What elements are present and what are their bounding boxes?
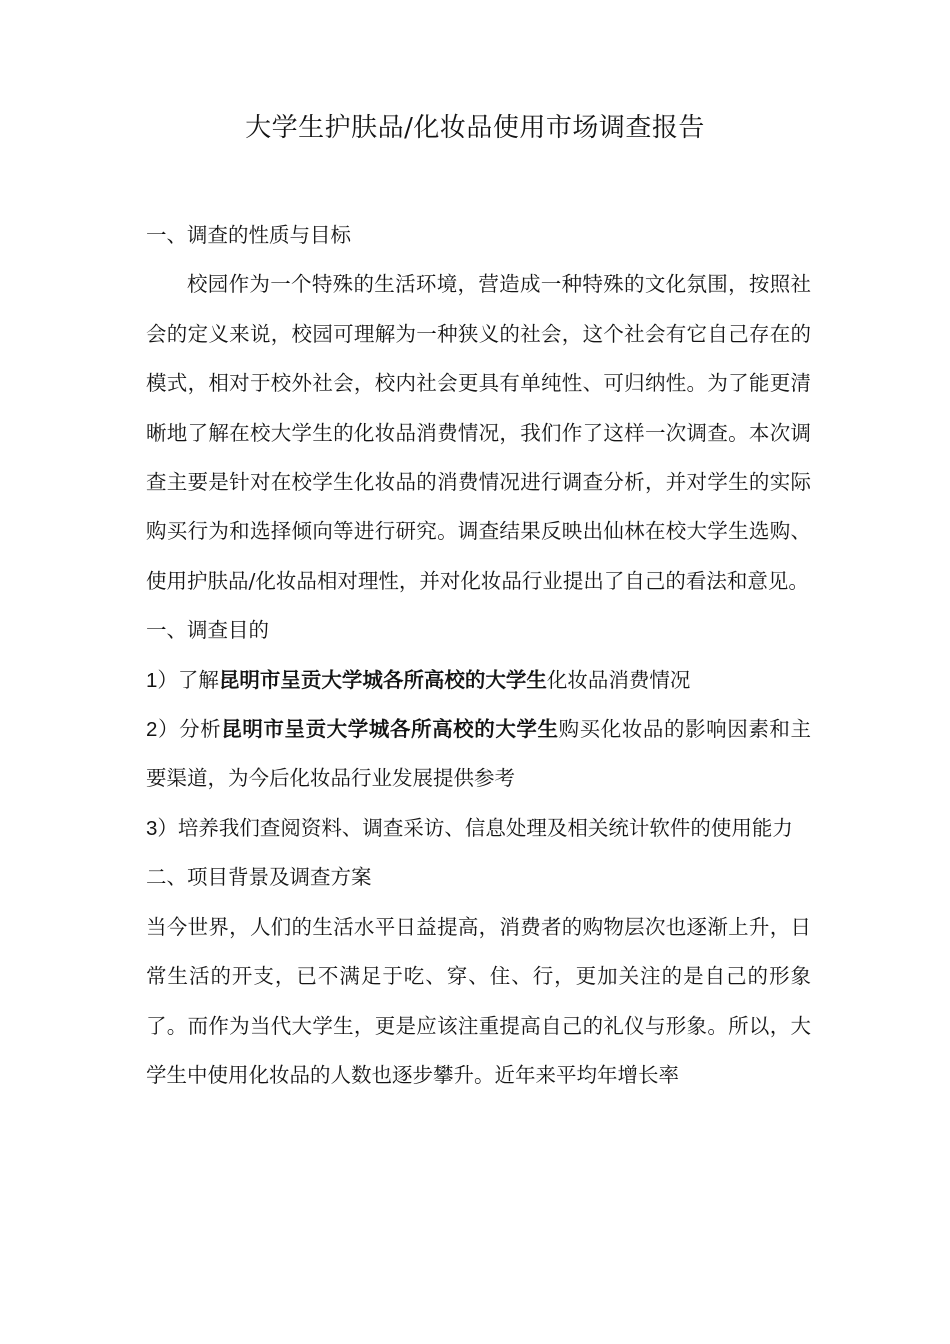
purpose-number: 2） (146, 718, 180, 742)
paragraph-background: 当今世界，人们的生活水平日益提高，消费者的购物层次也逐渐上升，日常生活的开支，已不满足于吃、穿、住、行，更加关注的是自己的形象了。而作为当代大学生，更是应该注重提高自己的礼仪与形象。所以，大学生中使用化妆品的人数也逐步攀升。近年来平均年增长率 (146, 914, 811, 1087)
purpose-text-tail: 化妆品消费情况 (546, 667, 691, 692)
purpose-text: 分析 (179, 717, 222, 742)
purpose-bold-subject: 昆明市呈贡大学城各所高校的大学生 (221, 717, 559, 742)
purpose-text: 培养我们查阅资料、调查采访、信息处理及相关统计软件的使用能力 (177, 815, 793, 840)
document-title: 大学生护肤品/化妆品使用市场调查报告 (245, 113, 705, 143)
document-body (146, 211, 811, 1100)
purpose-text: 了解 (177, 667, 219, 692)
purpose-text-tail: 购买化妆品的影响因素和主要渠道，为今后化妆品行业发展提供参考 (146, 717, 812, 791)
section-heading-background-and-plan: 二、项目背景及调查方案 (146, 865, 372, 890)
purpose-number: 1） (146, 668, 178, 692)
purpose-item-2 (146, 705, 811, 804)
purpose-item-1 (146, 656, 811, 705)
section-heading-nature-and-goals: 一、调查的性质与目标 (146, 223, 351, 247)
purpose-item-3 (146, 804, 811, 853)
purpose-bold-subject: 昆明市呈贡大学城各所高校的大学生 (218, 667, 547, 692)
section-heading-survey-purpose: 一、调查目的 (146, 618, 269, 643)
paragraph-campus-intro: 校园作为一个特殊的生活环境，营造成一种特殊的文化氛围，按照社会的定义来说，校园可理解为一种狭义的社会，这个社会有它自己存在的模式，相对于校外社会，校内社会更具有单纯性、可归纳性。为了能更清晰地了解在校大学生的化妆品消费情况，我们作了这样一次调查。本次调查主要是针对在校学生化妆品的消费情况进行调查分析，并对学生的实际购买行为和选择倾向等进行研究。调查结果反映出仙林在校大学生选购、使用护肤品/化妆品相对理性，并对化妆品行业提出了自己的看法和意见。 (146, 272, 811, 593)
purpose-number: 3） (146, 816, 178, 840)
